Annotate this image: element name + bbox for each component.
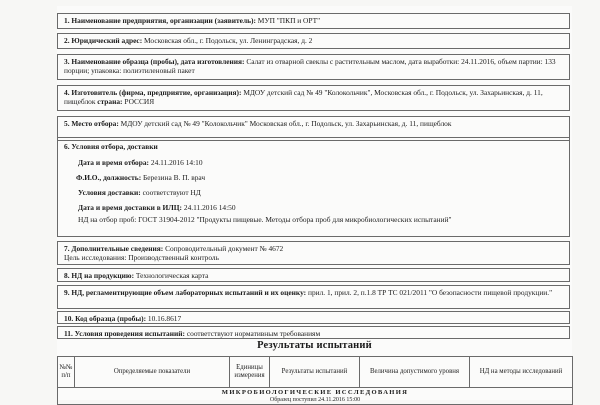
sampler-person-value: Березина В. П. врач bbox=[143, 173, 206, 182]
field-test-conditions bbox=[57, 326, 570, 339]
field-value: Московская обл., г. Подольск, ул. Ленинградская, д. 2 bbox=[144, 36, 313, 45]
field-label: 11. Условия проведения испытаний: bbox=[64, 329, 185, 338]
col-header-number: №№ п/п bbox=[58, 357, 75, 388]
country-value: РОССИЯ bbox=[124, 97, 155, 106]
delivery-conditions bbox=[78, 188, 201, 197]
delivery-conditions-value: соответствуют НД bbox=[142, 188, 201, 197]
field-label: 8. НД на продукцию: bbox=[64, 271, 135, 280]
field-label: 2. Юридический адрес: bbox=[64, 36, 143, 45]
field-sample-code bbox=[57, 311, 570, 324]
field-legal-address bbox=[57, 33, 570, 49]
field-sampling-conditions bbox=[57, 137, 570, 237]
sampling-datetime bbox=[78, 158, 203, 167]
results-header-row bbox=[58, 357, 573, 388]
field-label: 10. Код образца (пробы): bbox=[64, 314, 147, 323]
field-label: 1. Наименование предприятия, организации (заявитель): bbox=[64, 16, 256, 25]
col-header-results: Результаты испытаний bbox=[270, 357, 360, 388]
field-label: 9. НД, регламентирующие объем лабораторных испытаний и их оценку: bbox=[64, 288, 307, 297]
field-additional-info bbox=[57, 241, 570, 265]
col-header-methods-nd: НД на методы исследований bbox=[470, 357, 573, 388]
field-product-nd bbox=[57, 268, 570, 282]
results-section-row bbox=[58, 388, 573, 405]
field-value: соответствуют нормативным требованиям bbox=[186, 329, 321, 338]
delivery-conditions-label: Условия доставки: bbox=[78, 188, 141, 197]
col-header-indicators: Определяемые показатели bbox=[75, 357, 230, 388]
protocol-sheet bbox=[57, 6, 572, 403]
results-table bbox=[57, 356, 573, 405]
field-label: 4. Изготовитель (фирма, предприятие, организация): bbox=[64, 88, 242, 97]
field-label: 5. Место отбора: bbox=[64, 119, 119, 128]
col-header-allowed-level: Величина допустимого уровня bbox=[360, 357, 470, 388]
field-value: прил. 1, прил. 2, п.1.8 ТР ТС 021/2011 "О безопасности пищевой продукции." bbox=[308, 288, 553, 297]
sampler-person bbox=[76, 173, 205, 182]
research-purpose: Цель исследования: Производственный контроль bbox=[64, 253, 219, 262]
sample-received-note: Образец поступил 24.11.2016 15:00 bbox=[269, 397, 361, 403]
field-value: МДОУ детский сад № 49 "Колокольчик" Московская обл., г. Подольск, ул. Захарьинская, д. 11, пищеблок bbox=[120, 119, 452, 128]
arrival-datetime-label: Дата и время доставки в ИЛЦ: bbox=[78, 203, 183, 212]
col-header-units: Единицы измерения bbox=[230, 357, 270, 388]
field-sample-name bbox=[57, 54, 570, 80]
field-label: 7. Дополнительные сведения: bbox=[64, 244, 164, 253]
sampling-datetime-label: Дата и время отбора: bbox=[78, 158, 150, 167]
field-value: Салат из отварной свеклы с растительным маслом, дата выработки: 24.11.2016, объем партии: 133 порции; упаковка: полиэтиленовый пакет bbox=[64, 57, 556, 75]
arrival-datetime-value: 24.11.2016 14:50 bbox=[183, 203, 236, 212]
results-title: Результаты испытаний bbox=[257, 340, 372, 351]
sampling-datetime-value: 24.11.2016 14:10 bbox=[150, 158, 203, 167]
field-manufacturer bbox=[57, 85, 570, 111]
sampler-person-label: Ф.И.О., должность: bbox=[76, 173, 142, 182]
field-value: Технологическая карта bbox=[135, 271, 209, 280]
sampling-standard: НД на отбор проб: ГОСТ 31904-2012 "Продукты пищевые. Методы отбора проб для микробиологических испытаний" bbox=[78, 215, 452, 224]
section-title: МИКРОБИОЛОГИЧЕСКИЕ ИССЛЕДОВАНИЯ bbox=[221, 389, 409, 396]
field-value: МУП "ПКП и ОРТ" bbox=[257, 16, 321, 25]
country-label: страна: bbox=[97, 97, 123, 106]
field-label: 3. Наименование образца (пробы), дата изготовления: bbox=[64, 57, 245, 66]
field-value: МДОУ детский сад № 49 "Колокольчик", Московская обл., г. Подольск, ул. Захарьинская, д. 11, пищеблок bbox=[64, 88, 543, 106]
field-value: 10.16.8617 bbox=[147, 314, 182, 323]
field-label: 6. Условия отбора, доставки bbox=[64, 142, 158, 151]
arrival-datetime bbox=[78, 203, 236, 212]
field-test-scope-nd bbox=[57, 285, 570, 309]
field-value: Сопроводительный документ № 4672 bbox=[165, 244, 284, 253]
field-applicant bbox=[57, 13, 570, 29]
